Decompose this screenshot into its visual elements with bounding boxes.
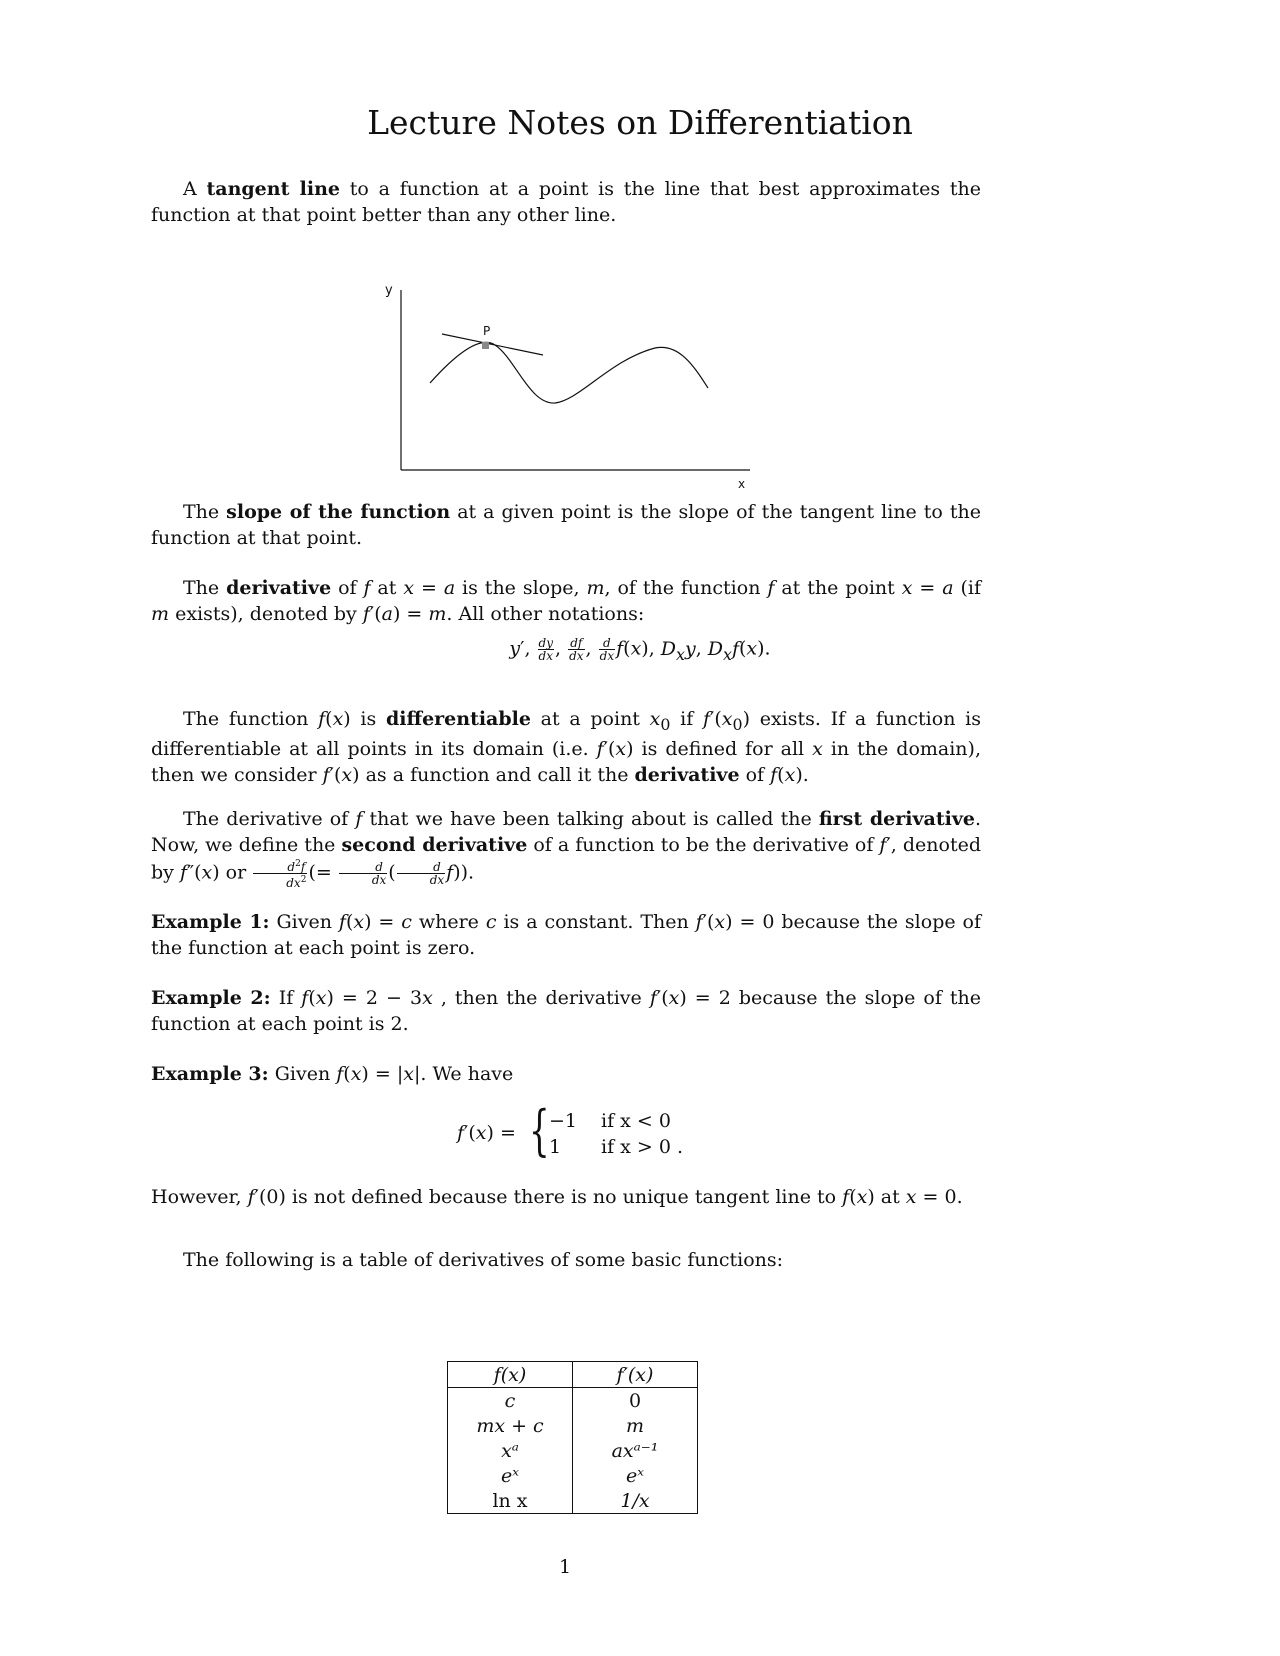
table-row [448,1488,698,1514]
term-derivative: derivative [226,577,332,599]
example-1: Example 1: Given f(x) = c where c is a constant. Then f′(x) = 0 because the slope of the function at each point is zero. [151,911,981,959]
table-cell: ln x [448,1488,573,1514]
case-2-value: 1 [549,1136,562,1158]
paragraph-tangent-line: A tangent line to a function at a point is the line that best approximates the function at that point better than any other line. [151,178,981,226]
y-axis-label: y [385,283,393,298]
page-number: 1 [558,1556,572,1578]
tangent-line [442,334,543,355]
page-title: Lecture Notes on Differentiation [367,103,913,142]
table-row [448,1463,698,1488]
example-2-label: Example 2: [151,987,271,1009]
term-slope-of-function: slope of the function [226,501,451,523]
table-cell: mx + c [448,1413,573,1438]
case-1-condition: if x < 0 [601,1110,671,1132]
table-row [448,1388,698,1414]
table-cell: axᵃ⁻¹ [573,1438,698,1463]
example-3: Example 3: Given f(x) = |x|. We have [151,1063,514,1085]
tangent-line-figure [380,280,760,500]
table-cell: eˣ [448,1463,573,1488]
example-2: Example 2: If f(x) = 2 − 3x , then the derivative f′(x) = 2 because the slope of the function at each point is 2. [151,987,982,1035]
table-cell: 0 [573,1388,698,1414]
function-curve [430,342,708,403]
document-page: Lecture Notes on Differentiation A tangent line to a function at a point is the line that best approximates the function at that point better than any other line. y x P The slope of the function at a given point is the slope of the tangent line to the function at that point. The derivative of f at x = a is the slope, m, of the function f at the point x = a (if m exists), denoted by f′(a) = m. All other notations: y′, $\frac{dy}{dx}$ , $\frac{df}{dx}$ , $\frac{d}{dx}$ f(x), $D_xy$, $D_xf(x)$. The function f(x) is differentiable at a point $x_0$ if $f'(x_0)$ exists. If a function is differentiable at all points in its domain (i.e. f′(x) is defined for all x in the domain), then we consider f′(x) as a function and call it the derivative of f(x). The derivative of f that we have been talking about is called the first derivative. Now, we define the second derivative of a function to be the derivative of f′, denoted by f″(x) or $\frac{d^2f}{dx^2}$ (= $\frac{d}{dx}$ ( $\frac{d}{dx}$ f)). Example 1: Given f(x) = c where c is a constant. Then f′(x) = 0 because the slope of the function at each point is zero. Example 2: If f(x) = 2 − 3x , then the derivative f′(x) = 2 because the slope of the function at each point is 2. Example 3: Given f(x) = |x|. We have f′(x) = { −1 if x < 0 1 if x > 0 . However, f′(0) is not defined because there is no unique tangent line to f(x) at x = 0. The following is a table of derivatives of some basic functions: f(x) f′(x) c 0 mx + c m xᵃ axᵃ⁻¹ eˣ eˣ ln x 1/x 1 [0,0,1280,1656]
table-header-row [448,1362,698,1388]
derivative-notations: y′, $\frac{dy}{dx}$ , $\frac{df}{dx}$ , $\frac{d}{dx}$ f(x), $D_xy$, $D_xf(x)$. [509,636,771,664]
example-1-label: Example 1: [151,911,270,933]
case-1-value: −1 [549,1110,578,1132]
term-tangent-line: tangent line [206,178,341,200]
table-cell: c [448,1388,573,1414]
example-3-conclusion: However, f′(0) is not defined because there is no unique tangent line to f(x) at x = 0. [151,1186,963,1208]
paragraph-differentiable: The function f(x) is differentiable at a point $x_0$ if $f'(x_0)$ exists. If a function is differentiable at all points in its domain (i.e. f′(x) is defined for all x in the domain), then we consider f′(x) as a function and call it the derivative of f(x). [151,708,981,786]
term-second-derivative: second derivative [341,833,528,856]
table-cell: m [573,1413,698,1438]
x-axis-label: x [738,477,746,491]
point-p-label: P [483,324,491,338]
table-header-f: f(x) [448,1362,573,1388]
piecewise-brace: { [529,1099,550,1162]
table-row [448,1438,698,1463]
derivatives-table [447,1361,698,1514]
term-first-derivative: first derivative [818,808,975,830]
table-cell: eˣ [573,1463,698,1488]
term-derivative-2: derivative [634,763,740,786]
table-cell: 1/x [573,1488,698,1514]
example-3-label: Example 3: [151,1063,269,1085]
paragraph-slope: The slope of the function at a given point is the slope of the tangent line to the function at that point. [151,501,981,549]
point-p-marker [482,342,489,349]
table-cell: xᵃ [448,1438,573,1463]
paragraph-derivative: The derivative of f at x = a is the slope, m, of the function f at the point x = a (if m exists), denoted by f′(a) = m. All other notations: [151,577,981,625]
paragraph-second-derivative: The derivative of f that we have been talking about is called the first derivative. Now, we define the second derivative of a function to be the derivative of f′, denoted by f″(x) or $\frac{d^2f}{dx^2}$ (= $\frac{d}{dx}$ ( $\frac{d}{dx}$ f)). [151,808,981,890]
term-differentiable: differentiable [385,708,531,730]
case-2-condition: if x > 0 [601,1136,671,1158]
table-header-fprime: f′(x) [573,1362,698,1388]
table-intro: The following is a table of derivatives of some basic functions: [183,1249,784,1271]
table-row [448,1413,698,1438]
